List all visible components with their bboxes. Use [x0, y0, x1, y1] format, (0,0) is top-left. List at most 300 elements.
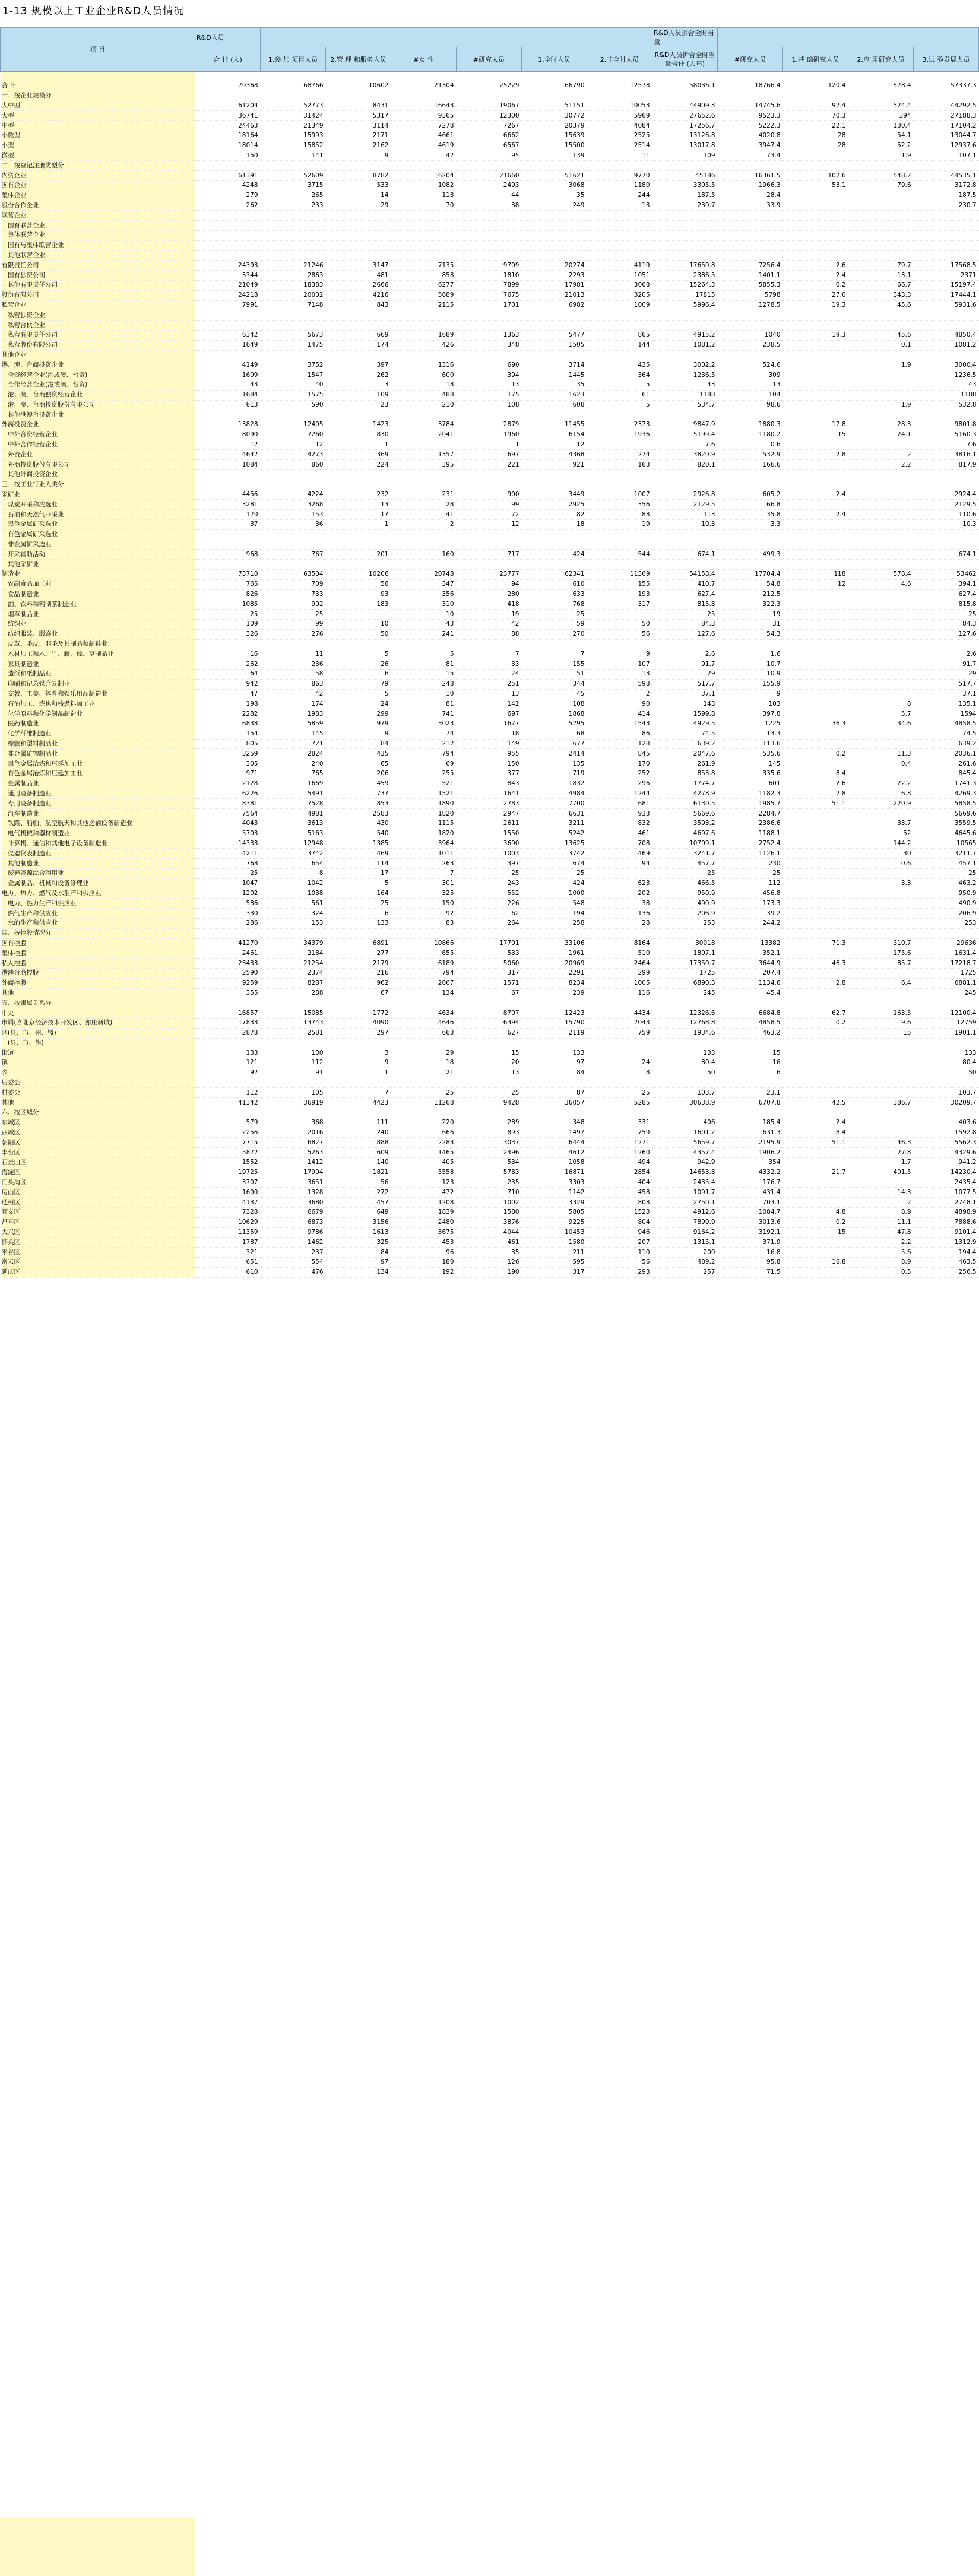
table-row: [1, 639, 979, 649]
table-row: [1, 570, 979, 580]
row-label: 石油和天然气开采业: [1, 510, 195, 520]
cell-value: [261, 211, 326, 221]
row-label: 其他: [1, 1098, 195, 1108]
cell-value: 1580: [522, 1238, 587, 1248]
cell-value: [195, 211, 261, 221]
cell-value: 38: [457, 201, 522, 211]
cell-value: 721: [261, 739, 326, 749]
cell-value: [848, 649, 914, 659]
cell-value: 7888.6: [914, 1217, 979, 1227]
table-row: [1, 1008, 979, 1019]
cell-value: 113: [652, 510, 718, 520]
cell-value: 107.1: [914, 151, 979, 161]
cell-value: 0.2: [783, 280, 848, 290]
cell-value: 47: [195, 689, 261, 699]
cell-value: [783, 1078, 848, 1088]
cell-value: 2461: [195, 948, 261, 959]
cell-value: 1005: [587, 978, 652, 988]
cell-value: [848, 500, 914, 510]
cell-value: 249: [522, 201, 587, 211]
cell-value: 279: [195, 191, 261, 201]
cell-value: 1960: [457, 430, 522, 440]
cell-value: 73.4: [718, 151, 783, 161]
cell-value: 4043: [195, 819, 261, 829]
table-row: [1, 1238, 979, 1248]
cell-value: 3305.5: [652, 180, 718, 191]
cell-value: 10453: [522, 1227, 587, 1238]
table-row: [1, 121, 979, 131]
cell-value: 112: [718, 878, 783, 889]
cell-value: 3211: [522, 819, 587, 829]
cell-value: 6342: [195, 330, 261, 340]
cell-value: [587, 540, 652, 550]
cell-value: 463.2: [914, 878, 979, 889]
cell-value: 2583: [326, 809, 391, 819]
cell-value: 202: [587, 889, 652, 899]
cell-value: 47.8: [848, 1227, 914, 1238]
cell-value: 126: [457, 1258, 522, 1268]
cell-value: 9365: [391, 111, 457, 121]
cell-value: [261, 410, 326, 420]
cell-value: 9: [718, 689, 783, 699]
cell-value: 224: [326, 460, 391, 470]
row-label: 其他外商投资企业: [1, 470, 195, 480]
cell-value: [587, 560, 652, 570]
cell-value: 697: [457, 709, 522, 719]
cell-value: 2.8: [783, 978, 848, 988]
cell-value: 4612: [522, 1148, 587, 1158]
cell-value: 820.1: [652, 460, 718, 470]
table-row: [1, 1178, 979, 1188]
table-row: [1, 141, 979, 151]
table-row: [1, 739, 979, 749]
cell-value: 3068: [522, 180, 587, 191]
cell-value: 11.3: [848, 749, 914, 759]
cell-value: 16.8: [783, 1258, 848, 1268]
cell-value: 43: [195, 380, 261, 390]
cell-value: 4332.2: [718, 1168, 783, 1178]
table-row: [1, 151, 979, 161]
cell-value: [783, 839, 848, 849]
cell-value: [261, 161, 326, 171]
cell-value: 4850.4: [914, 330, 979, 340]
table-row: [1, 659, 979, 670]
cell-value: 3156: [326, 1217, 391, 1227]
cell-value: [783, 370, 848, 380]
cell-value: 24: [587, 1058, 652, 1068]
cell-value: [783, 649, 848, 659]
cell-value: 458: [587, 1188, 652, 1198]
spacer-cell: [718, 72, 783, 82]
cell-value: 7148: [261, 300, 326, 310]
table-row: [1, 899, 979, 909]
cell-value: 6679: [261, 1208, 326, 1218]
cell-value: 7991: [195, 300, 261, 310]
cell-value: 544: [587, 550, 652, 560]
row-label: 有限责任公司: [1, 261, 195, 271]
cell-value: 237: [261, 1248, 326, 1258]
cell-value: 4357.4: [652, 1148, 718, 1158]
row-label: 集体联营企业: [1, 230, 195, 240]
cell-value: 210: [391, 400, 457, 410]
cell-value: 33: [457, 659, 522, 670]
cell-value: [718, 211, 783, 221]
cell-value: 457: [326, 1198, 391, 1208]
cell-value: 95: [457, 151, 522, 161]
cell-value: 62: [457, 909, 522, 919]
table-row: [1, 470, 979, 480]
cell-value: 2926.8: [652, 490, 718, 500]
cell-value: 737: [326, 789, 391, 799]
cell-value: 297: [326, 1028, 391, 1038]
cell-value: [783, 670, 848, 680]
table-row: [1, 610, 979, 620]
cell-value: 4211: [195, 849, 261, 859]
table-row: [1, 889, 979, 899]
row-label: 西城区: [1, 1128, 195, 1138]
cell-value: 44: [457, 191, 522, 201]
cell-value: 347: [391, 579, 457, 589]
cell-value: 499.3: [718, 550, 783, 560]
table-row: [1, 340, 979, 350]
cell-value: [783, 1068, 848, 1078]
cell-value: 2854: [587, 1168, 652, 1178]
cell-value: 12937.6: [914, 141, 979, 151]
cell-value: 406: [652, 1118, 718, 1128]
cell-value: 2435.4: [914, 1178, 979, 1188]
cell-value: 29: [326, 201, 391, 211]
cell-value: 263: [391, 859, 457, 869]
cell-value: [326, 470, 391, 480]
row-label: 其他采矿业: [1, 560, 195, 570]
header-group-fte: [718, 28, 979, 47]
row-label: 医药制造业: [1, 719, 195, 729]
cell-value: 1180: [587, 180, 652, 191]
cell-value: 386.7: [848, 1098, 914, 1108]
cell-value: [457, 480, 522, 490]
cell-value: 194.4: [914, 1248, 979, 1258]
row-label: 合资经营企业(港或澳、台资): [1, 370, 195, 380]
cell-value: 79: [326, 679, 391, 689]
row-label: 大中型: [1, 101, 195, 111]
cell-value: [326, 610, 391, 620]
cell-value: 1002: [457, 1198, 522, 1208]
cell-value: 133: [326, 918, 391, 928]
cell-value: 2386.6: [718, 819, 783, 829]
table-row: [1, 1118, 979, 1128]
cell-value: 36.3: [783, 719, 848, 729]
cell-value: 1741.3: [914, 779, 979, 789]
cell-value: [914, 321, 979, 331]
cell-value: 1271: [587, 1138, 652, 1148]
cell-value: 42: [391, 151, 457, 161]
cell-value: 10: [391, 689, 457, 699]
cell-value: [718, 161, 783, 171]
cell-value: 767: [261, 550, 326, 560]
cell-value: [848, 1088, 914, 1098]
cell-value: [783, 1058, 848, 1068]
cell-value: [848, 1048, 914, 1058]
header-col: 合 计 (人): [195, 47, 261, 72]
cell-value: 817.9: [914, 460, 979, 470]
cell-value: 9: [326, 729, 391, 739]
cell-value: 466.5: [652, 878, 718, 889]
cell-value: [718, 221, 783, 231]
cell-value: [195, 310, 261, 321]
cell-value: 34379: [261, 938, 326, 948]
cell-value: 54.3: [718, 629, 783, 639]
table-row: [1, 839, 979, 849]
cell-value: 6891: [326, 938, 391, 948]
cell-value: 533: [457, 948, 522, 959]
cell-value: [848, 540, 914, 550]
cell-value: 70.3: [783, 111, 848, 121]
cell-value: [783, 759, 848, 769]
cell-value: 145: [261, 729, 326, 739]
cell-value: [522, 410, 587, 420]
cell-value: [195, 91, 261, 101]
cell-value: 44909.3: [652, 101, 718, 111]
cell-value: 418: [457, 599, 522, 610]
cell-value: 4697.6: [652, 829, 718, 839]
cell-value: [522, 161, 587, 171]
cell-value: [848, 868, 914, 878]
cell-value: 66.7: [848, 280, 914, 290]
cell-value: 67: [457, 988, 522, 998]
cell-value: [457, 240, 522, 250]
cell-value: [783, 849, 848, 859]
cell-value: [783, 191, 848, 201]
table-row: [1, 271, 979, 281]
cell-value: [522, 310, 587, 321]
cell-value: [848, 1108, 914, 1118]
row-label: 内资企业: [1, 171, 195, 181]
cell-value: 321: [195, 1248, 261, 1258]
cell-value: [783, 1188, 848, 1198]
cell-value: 92.4: [783, 101, 848, 111]
cell-value: 598: [587, 679, 652, 689]
cell-value: 5199.4: [652, 430, 718, 440]
cell-value: 19: [457, 610, 522, 620]
cell-value: 221: [457, 460, 522, 470]
cell-value: [783, 211, 848, 221]
cell-value: 7260: [261, 430, 326, 440]
cell-value: 120.4: [783, 81, 848, 91]
cell-value: 17704.4: [718, 570, 783, 580]
table-row: [1, 460, 979, 470]
cell-value: 2435.4: [652, 1178, 718, 1188]
cell-value: 1385: [326, 839, 391, 849]
cell-value: 19: [718, 610, 783, 620]
cell-value: [391, 560, 457, 570]
cell-value: 463.2: [718, 1028, 783, 1038]
cell-value: 1465: [391, 1148, 457, 1158]
cell-value: 1: [326, 1068, 391, 1078]
cell-value: [783, 620, 848, 630]
cell-value: [783, 809, 848, 819]
cell-value: 681: [587, 799, 652, 809]
cell-value: 548: [522, 899, 587, 909]
cell-value: [783, 679, 848, 689]
cell-value: [848, 390, 914, 400]
cell-value: 220: [391, 1118, 457, 1128]
cell-value: 37.1: [652, 689, 718, 699]
cell-value: 66790: [522, 81, 587, 91]
cell-value: 654: [261, 859, 326, 869]
cell-value: 6567: [457, 141, 522, 151]
cell-value: 272: [326, 1188, 391, 1198]
cell-value: 902: [261, 599, 326, 610]
cell-value: 28: [391, 500, 457, 510]
cell-value: [652, 1038, 718, 1048]
cell-value: 15264.3: [652, 280, 718, 290]
cell-value: [848, 440, 914, 450]
cell-value: [391, 310, 457, 321]
cell-value: 53.1: [783, 180, 848, 191]
cell-value: [848, 918, 914, 928]
cell-value: 476: [261, 1267, 326, 1277]
cell-value: 595: [522, 1258, 587, 1268]
cell-value: 190: [457, 1267, 522, 1277]
cell-value: 37.1: [914, 689, 979, 699]
cell-value: 4912.6: [652, 1208, 718, 1218]
cell-value: 170: [195, 510, 261, 520]
cell-value: 274: [587, 450, 652, 460]
cell-value: 858: [391, 271, 457, 281]
table-row: [1, 330, 979, 340]
cell-value: 4044: [457, 1227, 522, 1238]
cell-value: 187.5: [914, 191, 979, 201]
cell-value: 133: [522, 1048, 587, 1058]
cell-value: 212: [391, 739, 457, 749]
cell-value: 3281: [195, 500, 261, 510]
cell-value: 42: [261, 689, 326, 699]
cell-value: [261, 1038, 326, 1048]
cell-value: 733: [261, 589, 326, 599]
cell-value: [457, 250, 522, 261]
cell-value: 6631: [522, 809, 587, 819]
cell-value: 68: [522, 729, 587, 739]
header-col-0: R&D人员: [195, 28, 261, 47]
cell-value: 3876: [457, 1217, 522, 1227]
cell-value: [848, 161, 914, 171]
cell-value: [848, 1128, 914, 1138]
table-row: [1, 490, 979, 500]
cell-value: 19.3: [783, 300, 848, 310]
cell-value: 7267: [457, 121, 522, 131]
cell-value: 28.3: [848, 420, 914, 430]
cell-value: 15500: [522, 141, 587, 151]
cell-value: 13: [457, 689, 522, 699]
cell-value: [783, 410, 848, 420]
cell-value: [783, 91, 848, 101]
cell-value: 0.2: [783, 1217, 848, 1227]
cell-value: 23: [326, 400, 391, 410]
cell-value: 1011: [391, 849, 457, 859]
cell-value: [391, 350, 457, 360]
cell-value: 424: [522, 878, 587, 889]
cell-value: 240: [261, 759, 326, 769]
cell-value: 2129.5: [914, 500, 979, 510]
cell-value: 1182.3: [718, 789, 783, 799]
cell-value: 3449: [522, 490, 587, 500]
table-row: [1, 1078, 979, 1088]
cell-value: 25: [914, 610, 979, 620]
cell-value: 67: [326, 988, 391, 998]
cell-value: 27652.6: [652, 111, 718, 121]
cell-value: 322.3: [718, 599, 783, 610]
cell-value: 5060: [457, 959, 522, 969]
cell-value: [391, 91, 457, 101]
row-label: 其他: [1, 988, 195, 998]
cell-value: 534: [457, 1158, 522, 1168]
cell-value: [783, 529, 848, 540]
cell-value: 2371: [914, 271, 979, 281]
cell-value: 649: [326, 1208, 391, 1218]
cell-value: 58036.1: [652, 81, 718, 91]
cell-value: [522, 998, 587, 1008]
cell-value: 5969: [587, 111, 652, 121]
cell-value: [848, 599, 914, 610]
cell-value: 7675: [457, 290, 522, 300]
cell-value: 7: [326, 1088, 391, 1098]
cell-value: 9: [326, 1058, 391, 1068]
cell-value: 14230.4: [914, 1168, 979, 1178]
cell-value: 54158.4: [652, 570, 718, 580]
cell-value: [391, 221, 457, 231]
cell-value: 3147: [326, 261, 391, 271]
spacer-cell: [195, 72, 261, 82]
cell-value: [195, 410, 261, 420]
cell-value: 150: [457, 759, 522, 769]
cell-value: [718, 410, 783, 420]
table-row: [1, 1068, 979, 1078]
cell-value: 25: [457, 1088, 522, 1098]
cell-value: 666: [391, 1128, 457, 1138]
cell-value: 2748.1: [914, 1198, 979, 1208]
cell-value: [718, 540, 783, 550]
cell-value: [261, 1108, 326, 1118]
cell-value: 13: [718, 380, 783, 390]
cell-value: [457, 1038, 522, 1048]
row-label: 有色金属冶炼和压延加工业: [1, 769, 195, 779]
cell-value: 1085: [195, 599, 261, 610]
cell-value: 830: [326, 430, 391, 440]
cell-value: 136: [587, 909, 652, 919]
cell-value: 741: [391, 709, 457, 719]
cell-value: 2256: [195, 1128, 261, 1138]
cell-value: [587, 470, 652, 480]
cell-value: [195, 161, 261, 171]
cell-value: 579: [195, 1118, 261, 1128]
cell-value: 8.4: [783, 769, 848, 779]
statistics-table: [0, 27, 977, 1278]
cell-value: 2162: [326, 141, 391, 151]
cell-value: 3023: [391, 719, 457, 729]
table-row: [1, 1038, 979, 1048]
cell-value: 21304: [391, 81, 457, 91]
cell-value: 7135: [391, 261, 457, 271]
cell-value: 59: [522, 620, 587, 630]
cell-value: 24463: [195, 121, 261, 131]
cell-value: 6838: [195, 719, 261, 729]
cell-value: 1901.1: [914, 1028, 979, 1038]
cell-value: 832: [587, 819, 652, 829]
cell-value: 15085: [261, 1008, 326, 1019]
cell-value: 16: [195, 649, 261, 659]
cell-value: 54.8: [718, 579, 783, 589]
row-label: 其他港澳台投资企业: [1, 410, 195, 420]
